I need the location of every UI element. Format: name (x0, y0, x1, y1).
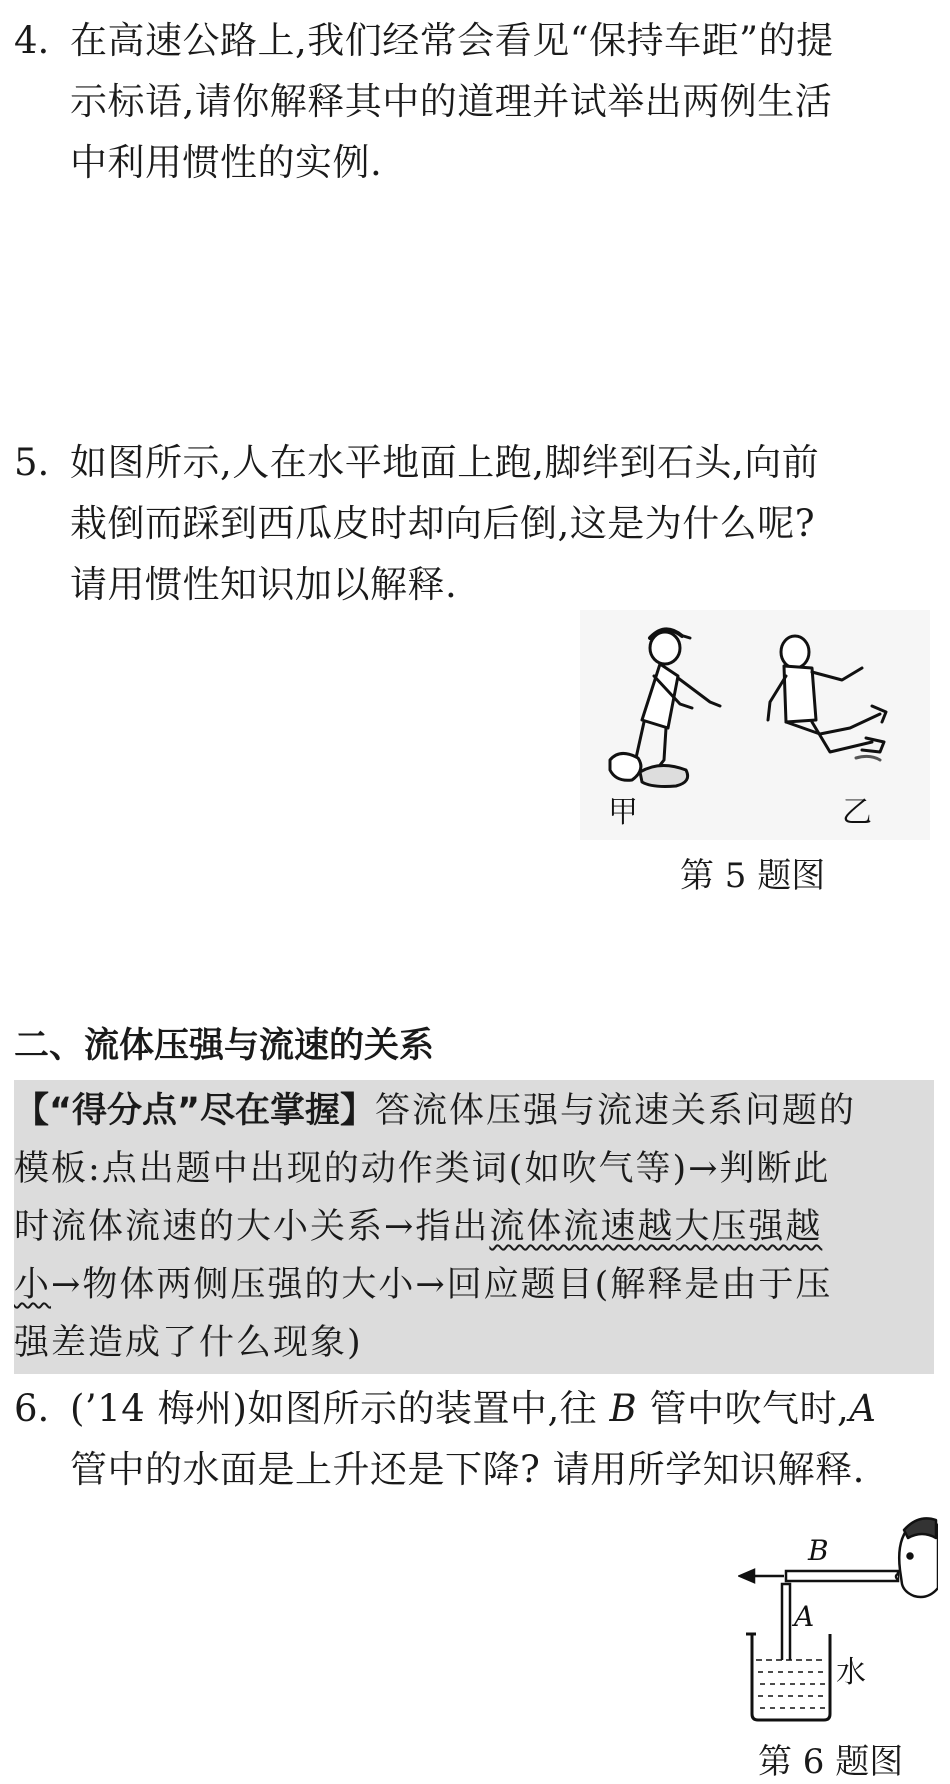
airflow-arrow-icon (740, 1570, 784, 1582)
question-line: 栽倒而踩到西瓜皮时却向后倒,这是为什么呢? (70, 502, 816, 545)
question-6 (14, 1378, 934, 1500)
tip-line (14, 1256, 934, 1314)
question-text-part: (’14 梅州)如图所示的装置中,往 (70, 1387, 610, 1430)
figure-6 (738, 1508, 938, 1730)
blowing-tube-apparatus (738, 1508, 938, 1730)
question-5 (14, 432, 934, 615)
question-line: 中利用惯性的实例. (70, 141, 383, 184)
question-number: 6. (14, 1387, 50, 1430)
tip-text: 时流体流速的大小关系→指出 (14, 1207, 490, 1247)
variable-b: B (609, 1387, 638, 1430)
question-text (70, 1378, 934, 1500)
label-a: A (794, 1600, 815, 1633)
person-head-illustration (896, 1518, 938, 1597)
figure-6-caption: 第 6 题图 (758, 1742, 904, 1782)
question-line: 如图所示,人在水平地面上跑,脚绊到石头,向前 (70, 441, 820, 484)
falling-people-illustration (580, 610, 930, 840)
tip-line (14, 1198, 934, 1256)
question-number: 4. (14, 19, 50, 62)
question-line: 管中的水面是上升还是下降? 请用所学知识解释. (70, 1448, 865, 1491)
question-line: 示标语,请你解释其中的道理并试举出两例生活 (70, 80, 833, 123)
question-4 (14, 10, 934, 193)
question-line: 请用惯性知识加以解释. (70, 563, 458, 606)
figure-5-caption: 第 5 题图 (680, 856, 826, 896)
tube-b (786, 1571, 898, 1581)
question-number: 5. (14, 441, 50, 484)
tip-line: 模板:点出题中出现的动作类词(如吹气等)→判断此 (14, 1149, 831, 1189)
figure-label-jia: 甲 (608, 795, 638, 830)
label-b: B (808, 1534, 829, 1567)
question-text (70, 432, 934, 615)
tip-line: 强差造成了什么现象) (14, 1323, 363, 1363)
label-water: 水 (836, 1655, 866, 1690)
variable-a: A (849, 1387, 877, 1430)
section-title: 二、流体压强与流速的关系 (14, 1026, 435, 1066)
tip-box (14, 1080, 934, 1374)
tip-label: 【“得分点”尽在掌握】 (14, 1091, 376, 1131)
question-text (70, 10, 934, 193)
emphasis-text: 流体流速越大压强越 (489, 1207, 823, 1247)
figure-5 (580, 610, 930, 840)
question-line (70, 1378, 934, 1439)
figure-label-yi: 乙 (842, 795, 872, 830)
question-line: 在高速公路上,我们经常会看见“保持车距”的提 (70, 19, 834, 62)
emphasis-text: 小 (14, 1265, 52, 1305)
question-text-part: 管中吹气时, (637, 1387, 850, 1430)
tip-text: 答流体压强与流速关系问题的 (375, 1091, 857, 1131)
tip-line (14, 1082, 934, 1140)
tip-text: →物体两侧压强的大小→回应题目(解释是由于压 (51, 1265, 833, 1305)
